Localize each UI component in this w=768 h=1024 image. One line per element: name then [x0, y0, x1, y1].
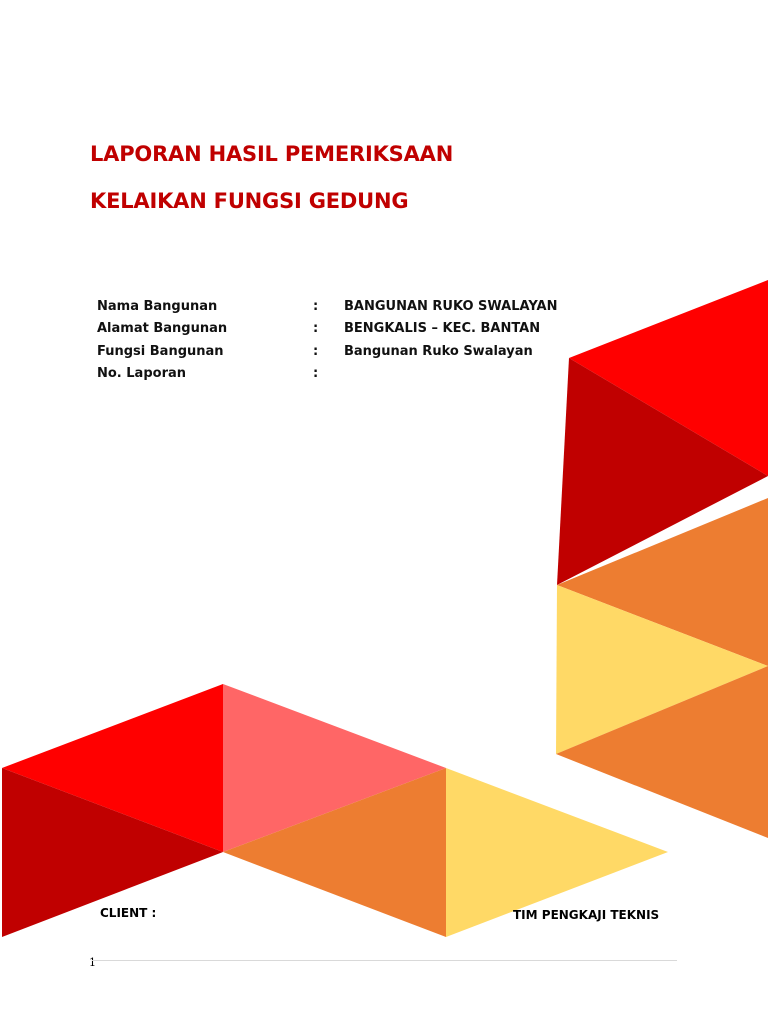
- info-label: Alamat Bangunan: [97, 321, 228, 336]
- info-label: Nama Bangunan: [97, 299, 218, 314]
- report-title-line1: LAPORAN HASIL PEMERIKSAAN: [90, 142, 454, 166]
- footer-divider: [92, 960, 677, 961]
- info-label: Fungsi Bangunan: [97, 344, 224, 359]
- info-value: BENGKALIS – KEC. BANTAN: [344, 321, 541, 336]
- page-number: 1: [89, 956, 96, 969]
- info-separator: :: [313, 299, 319, 314]
- info-value: Bangunan Ruko Swalayan: [344, 344, 533, 359]
- report-title-line2: KELAIKAN FUNGSI GEDUNG: [90, 189, 409, 213]
- info-separator: :: [313, 321, 319, 336]
- info-label: No. Laporan: [97, 366, 187, 381]
- technical-team-label: TIM PENGKAJI TEKNIS: [513, 908, 660, 922]
- client-label: CLIENT :: [100, 906, 157, 920]
- info-separator: :: [313, 366, 319, 381]
- info-separator: :: [313, 344, 319, 359]
- info-value: BANGUNAN RUKO SWALAYAN: [344, 299, 558, 314]
